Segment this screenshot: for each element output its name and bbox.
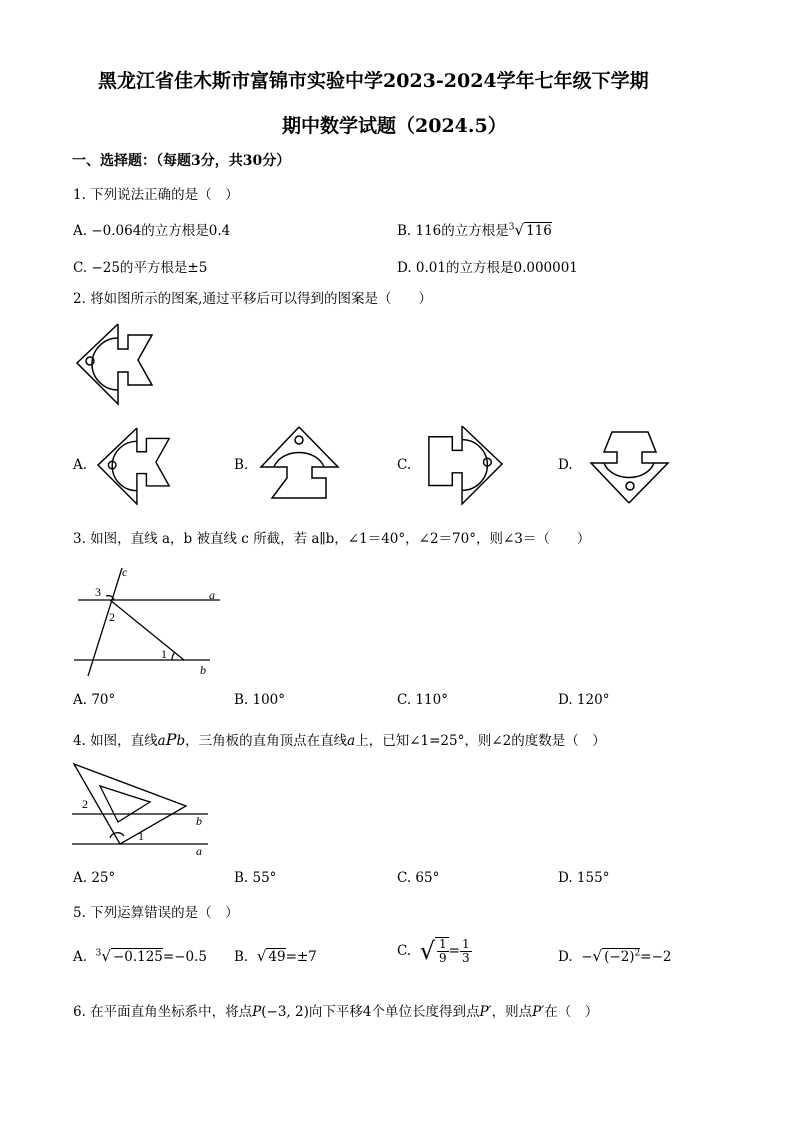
q5-option-d-exponent: 2 [634, 948, 641, 959]
q1-option-c: C. −25的平方根是±5 [73, 260, 208, 276]
question-5-stem: 5. 下列运算错误的是（ ） [73, 905, 239, 921]
q6-stem-pre: 6. 在平面直角坐标系中，将点 [73, 1004, 253, 1020]
q1-option-a: A. −0.064的立方根是0.4 [73, 223, 231, 239]
q5-option-c-eq: = [448, 943, 460, 959]
q6-coord: (−3, 2) [261, 1004, 309, 1020]
q2-option-b-label: B. [234, 457, 249, 473]
q4-angle-1: 1 [138, 829, 144, 843]
q1-option-b-text: B. 116的立方根是 [397, 223, 509, 239]
q3-option-a: A. 70° [73, 692, 116, 708]
question-4-stem [73, 729, 606, 749]
q5-option-c: C. √ $\frac{1}{9}$ = $\frac{1}{3}$ [397, 936, 470, 965]
q6-point-p-prime: P′ [479, 1004, 492, 1020]
q4-figure [68, 762, 218, 858]
q1-option-b: B. 116的立方根是$^3$√ 116 [397, 221, 552, 239]
q4-label-a: a [196, 844, 202, 858]
question-3-stem: 3. 如图，直线 a，b 被直线 c 所截，若 a∥b，∠1＝40°，∠2＝70°，则∠3＝（ ） [73, 531, 591, 547]
q2-option-b-figure [260, 426, 340, 502]
q3-figure [72, 566, 222, 678]
q3-label-c: c [122, 565, 128, 579]
page-title-line1: 黑龙江省佳木斯市富锦市实验中学2023-2024学年七年级下学期 [98, 70, 649, 92]
q4-option-d: D. 155° [558, 870, 610, 886]
q3-label-b: b [200, 663, 206, 677]
q3-angle-1: 1 [161, 647, 167, 661]
q2-option-a-figure [97, 426, 173, 506]
q4-stem-pre: 4. 如图，直线 [73, 733, 158, 749]
q4-angle-2: 2 [82, 797, 88, 811]
q5-option-c-rden: 3 [461, 950, 470, 965]
q4-stem-post: 上，已知∠1=25°，则∠2的度数是（ ） [355, 733, 606, 749]
q5-option-d-radicand: (−2) [604, 949, 635, 965]
question-6-stem [73, 1000, 598, 1020]
q5-option-c-den: 9 [439, 951, 447, 965]
q5-option-a-index: 3 [95, 948, 102, 959]
q4-label-b: b [196, 814, 202, 828]
q5-option-a-result: =−0.5 [162, 949, 207, 965]
q3-option-b: B. 100° [234, 692, 286, 708]
q6-stem-post: 在（ ） [544, 1004, 599, 1020]
section-heading: 一、选择题：（每题3分，共30分） [72, 153, 291, 169]
q5-option-a-label: A. [73, 949, 88, 965]
q4-option-c: C. 65° [397, 870, 440, 886]
q5-option-c-rnum: 1 [461, 936, 470, 951]
q5-option-b-radicand: 49 [268, 949, 286, 965]
q6-stem-mid2: ，则点 [491, 1004, 533, 1020]
q4-var-a-2: a [347, 733, 356, 749]
q3-option-d: D. 120° [558, 692, 610, 708]
q5-option-d-radicand-wrap [602, 948, 640, 965]
page-title-line2: 期中数学试题（2024.5） [282, 115, 507, 137]
q4-option-a: A. 25° [73, 870, 116, 886]
q6-stem-mid: 向下平移4个单位长度得到点 [308, 1004, 480, 1020]
q1-option-d: D. 0.01的立方根是0.000001 [397, 260, 578, 276]
q3-angle-3: 3 [95, 585, 101, 599]
q4-stem-mid: ，三角板的直角顶点在直线 [185, 733, 348, 749]
q2-option-d-figure [590, 428, 670, 504]
question-1-stem: 1. 下列说法正确的是（ ） [73, 187, 239, 203]
q3-angle-2: 2 [109, 610, 115, 624]
q6-point-p: P [252, 1004, 262, 1020]
q5-option-d-result: =−2 [640, 949, 672, 965]
q2-original-figure [76, 323, 156, 405]
q3-option-c: C. 110° [397, 692, 448, 708]
q1-option-b-index: 3 [508, 222, 515, 233]
q4-var-a: a [157, 733, 166, 749]
q5-option-d: D. −√ $(-2)^2=-2$ [558, 947, 672, 965]
q2-option-c-figure [425, 424, 503, 506]
q5-option-c-fraction [435, 937, 449, 965]
q2-option-d-label: D. [558, 457, 573, 473]
q5-option-b-label: B. [234, 949, 249, 965]
q5-option-a-radicand: −0.125 [112, 949, 163, 965]
q2-option-c-label: C. [397, 457, 412, 473]
q3-label-a: a [209, 588, 215, 602]
q5-option-c-num: 1 [439, 937, 447, 951]
q5-option-d-label: D. [558, 949, 573, 965]
q2-option-a-label: A. [73, 457, 88, 473]
q1-option-b-radicand: 116 [526, 223, 552, 239]
q5-option-d-minus: − [581, 949, 593, 965]
q5-option-b: B. √ 49=±7 [234, 947, 317, 965]
q5-option-c-label: C. [397, 943, 412, 959]
q4-var-b: b [176, 733, 186, 749]
question-2-stem: 2. 将如图所示的图案,通过平移后可以得到的图案是（ ） [73, 291, 432, 307]
q4-option-b: B. 55° [234, 870, 277, 886]
q5-option-b-result: =±7 [285, 949, 317, 965]
q5-option-a: A. $^3$√ −0.125=−0.5 [73, 947, 207, 965]
q5-option-c-result [460, 938, 472, 965]
q6-point-p-prime-2: P′ [532, 1004, 545, 1020]
q4-var-p: P [165, 730, 177, 749]
